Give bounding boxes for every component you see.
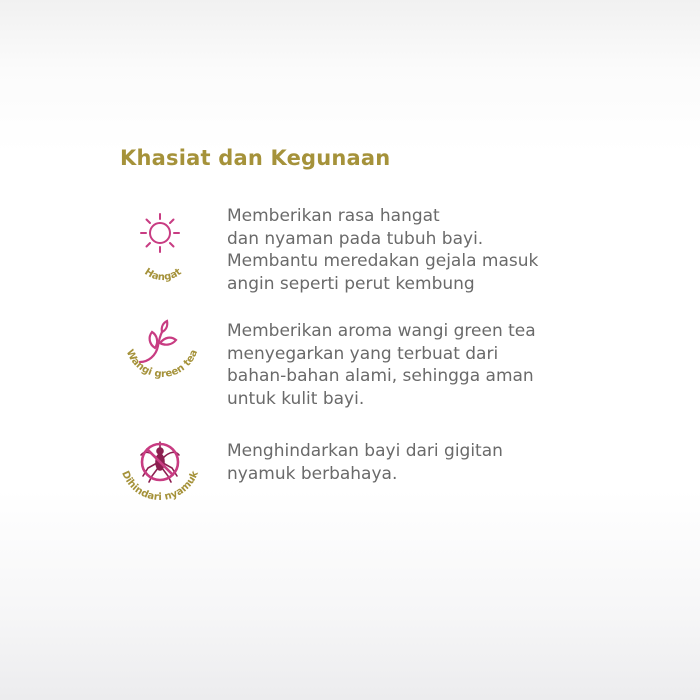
dihindari-nyamuk-badge-label: Dihindari nyamuk xyxy=(119,469,201,504)
hangat-description xyxy=(227,205,627,295)
description-line: angin seperti perut kembung xyxy=(227,273,475,294)
wangi-green-tea-badge-label: Wangi green tea xyxy=(123,347,201,381)
leaf-icon xyxy=(108,318,218,428)
description-line: menyegarkan yang terbuat dari xyxy=(227,343,499,364)
no-mosquito-icon xyxy=(108,438,218,548)
description-line: Memberikan rasa hangat xyxy=(227,206,440,226)
benefit-item-hangat xyxy=(108,205,628,315)
description-line: nyamuk berbahaya. xyxy=(227,463,398,484)
description-line: bahan-bahan alami, sehingga aman xyxy=(227,366,534,386)
benefit-item-dihindari-nyamuk xyxy=(108,438,628,548)
dihindari-nyamuk-badge xyxy=(108,438,218,548)
description-line: Menghindarkan bayi dari gigitan xyxy=(227,441,503,461)
hangat-badge-label: Hangat xyxy=(142,266,184,284)
description-line: Membantu meredakan gejala masuk xyxy=(227,251,539,271)
description-line: Memberikan aroma wangi green tea xyxy=(227,321,536,341)
benefit-item-wangi-green-tea xyxy=(108,318,628,428)
wangi-green-tea-badge xyxy=(108,318,218,428)
description-line: untuk kulit bayi. xyxy=(227,388,365,409)
sun-icon xyxy=(108,205,218,315)
hangat-badge xyxy=(108,205,218,315)
dihindari-nyamuk-description xyxy=(227,440,627,485)
section-title: Khasiat dan Kegunaan xyxy=(120,146,391,170)
description-line: dan nyaman pada tubuh bayi. xyxy=(227,228,484,249)
wangi-green-tea-description xyxy=(227,320,627,410)
